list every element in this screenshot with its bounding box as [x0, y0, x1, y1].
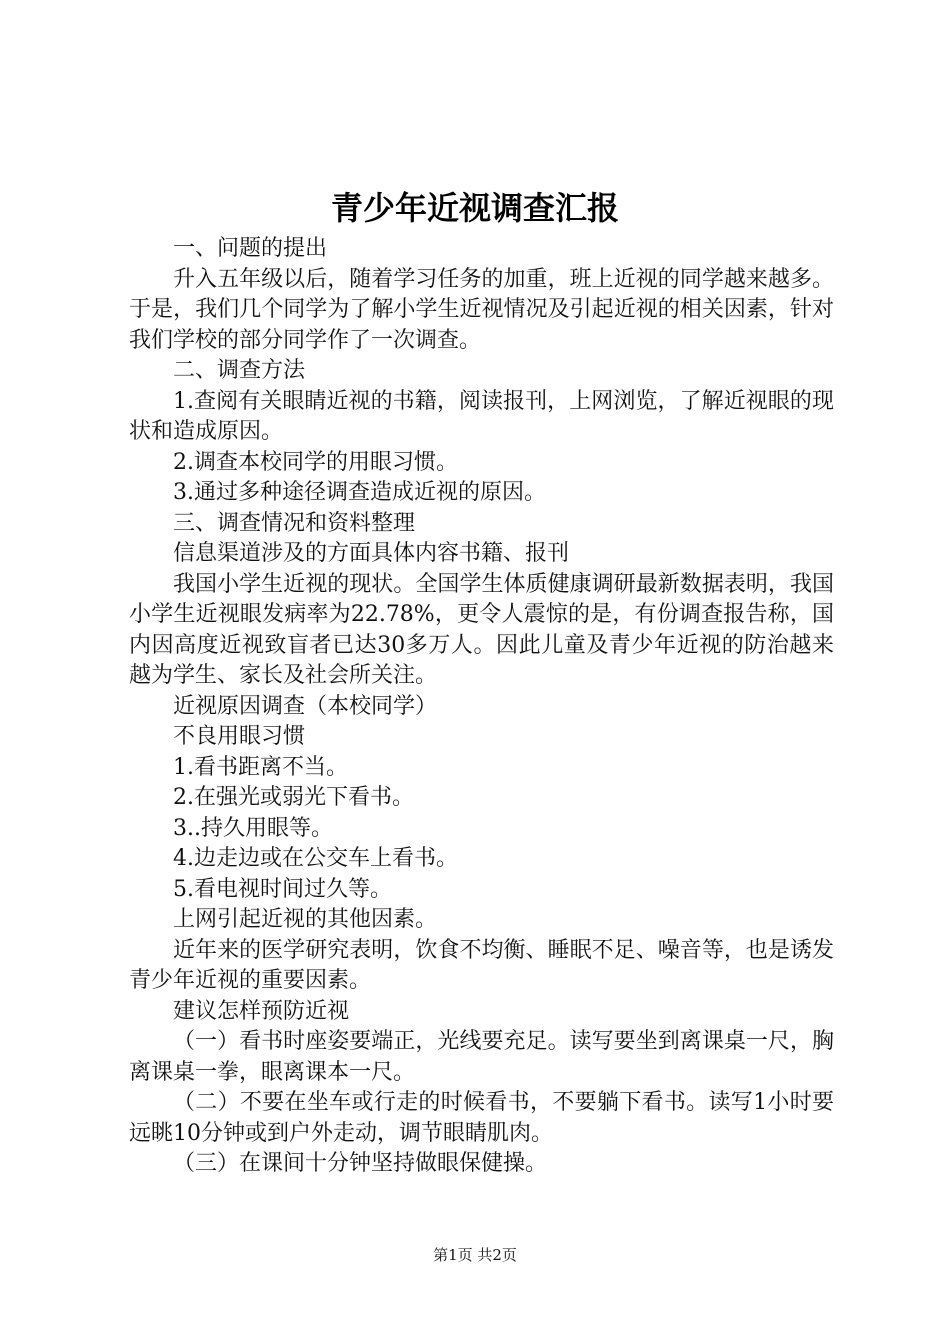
section-heading-3: 三、调查情况和资料整理	[173, 510, 416, 536]
subheading-cause-survey: 近视原因调查（本校同学）	[173, 693, 438, 719]
subheading-bad-habits: 不良用眼习惯	[173, 724, 306, 749]
info-channel-line: 信息渠道涉及的方面具体内容书籍、报刊	[173, 541, 570, 566]
method-item-2: 2.调查本校同学的用眼习惯。	[173, 449, 458, 475]
subheading-prevention: 建议怎样预防近视	[173, 998, 350, 1024]
document-title: 青少年近视调查汇报	[330, 189, 619, 227]
prevention-item-3: （三）在课间十分钟坚持做眼保健操。	[173, 1151, 548, 1176]
method-item-1: 1.查阅有关眼睛近视的书籍，阅读报刊，上网浏览，了解近视眼的现状和造成原因。	[129, 388, 834, 444]
paragraph-status: 我国小学生近视的现状。全国学生体质健康调研最新数据表明，我国小学生近视眼发病率为22.78%，更令人震惊的是，有份调查报告称，国内因高度近视致盲者已达30多万人。因此儿童及青少年近视的防治越来越为学生、家长及社会所关注。	[129, 571, 834, 688]
section-heading-2: 二、调查方法	[173, 358, 306, 383]
prevention-item-1: （一）看书时座姿要端正，光线要充足。读写要坐到离课桌一尺，胸离课桌一拳，眼离课本一尺。	[129, 1029, 834, 1085]
habit-item-4: 4.边走边或在公交车上看书。	[173, 846, 458, 871]
prevention-item-2: （二）不要在坐车或行走的时候看书，不要躺下看书。读写1小时要远眺10分钟或到户外走动，调节眼睛肌肉。	[129, 1090, 834, 1146]
other-factors-line: 上网引起近视的其他因素。	[173, 907, 438, 932]
section-heading-1: 一、问题的提出	[173, 236, 328, 261]
method-item-3: 3.通过多种途径调查造成近视的原因。	[173, 480, 546, 505]
paragraph-research: 近年来的医学研究表明，饮食不均衡、睡眠不足、噪音等，也是诱发青少年近视的重要因素。	[129, 937, 834, 993]
habit-item-1: 1.看书距离不当。	[173, 754, 348, 780]
paragraph-intro: 升入五年级以后，随着学习任务的加重，班上近视的同学越来越多。于是，我们几个同学为了解小学生近视情况及引起近视的相关因素，针对我们学校的部分同学作了一次调查。	[129, 266, 834, 353]
page-footer: 第1页 共2页	[433, 1246, 517, 1264]
habit-item-2: 2.在强光或弱光下看书。	[173, 785, 414, 810]
document-body	[129, 234, 834, 1180]
habit-item-3: 3..持久用眼等。	[173, 815, 333, 841]
habit-item-5: 5.看电视时间过久等。	[173, 876, 392, 902]
